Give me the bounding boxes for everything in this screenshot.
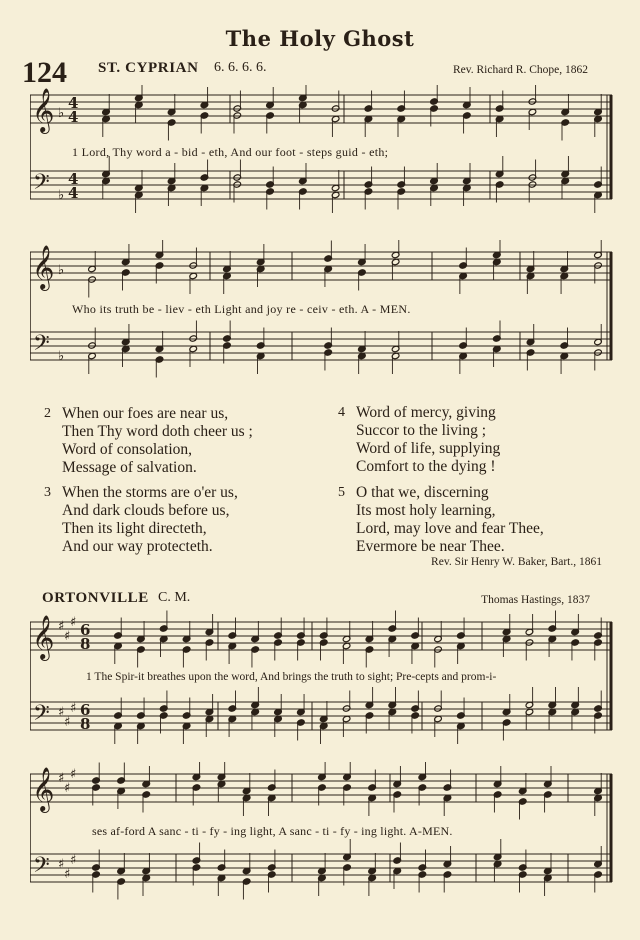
time-signature: 4 xyxy=(68,170,79,188)
bass-staff xyxy=(30,171,612,199)
bass-clef-icon: 𝄢 xyxy=(33,170,50,200)
bass-staff xyxy=(30,332,612,360)
sharp-icon: ♯ xyxy=(64,781,71,796)
treble-staff xyxy=(30,95,612,123)
sharp-icon: ♯ xyxy=(58,705,65,720)
sharp-icon: ♯ xyxy=(58,619,65,634)
meter: C. M. xyxy=(158,590,191,605)
flat-icon: ♭ xyxy=(58,349,65,364)
time-signature: 6 xyxy=(80,621,91,639)
flat-icon: ♭ xyxy=(58,106,65,121)
sharp-icon: ♯ xyxy=(70,767,77,782)
treble-clef-icon: 𝄞 xyxy=(32,767,55,811)
stanza-number: 3 xyxy=(44,485,51,500)
stanza-line: When our foes are near us, xyxy=(62,405,229,422)
treble-clef-icon: 𝄞 xyxy=(32,88,55,132)
hymn-number: 124 xyxy=(22,56,67,89)
stanza xyxy=(44,484,238,556)
stanza-line: Comfort to the dying ! xyxy=(356,458,496,475)
sharp-icon: ♯ xyxy=(70,853,77,868)
author-attribution: Rev. Richard R. Chope, 1862 xyxy=(452,64,588,76)
bass-clef-icon: 𝄢 xyxy=(33,701,50,731)
treble-staff xyxy=(30,252,612,280)
stanza-number: 4 xyxy=(338,405,345,420)
stanza-line: Then Thy word doth cheer us ; xyxy=(62,423,253,440)
time-signature: 8 xyxy=(80,715,91,733)
lyric-line: ses af-ford A sanc - ti - fy - ing light, A sanc - ti - fy - ing light. A-MEN. xyxy=(92,824,453,838)
lyric-line: Who its truth be - liev - eth Light and joy re - ceiv - eth. A - MEN. xyxy=(72,302,411,316)
stanza-line: When the storms are o'er us, xyxy=(62,484,238,501)
stanza-line: Then its light directeth, xyxy=(62,520,207,537)
stanza-line: Succor to the living ; xyxy=(356,422,487,439)
bass-clef-icon: 𝄢 xyxy=(33,331,50,361)
time-signature: 6 xyxy=(80,701,91,719)
sharp-icon: ♯ xyxy=(64,867,71,882)
sharp-icon: ♯ xyxy=(64,715,71,730)
lyric-line: 1 The Spir-it breathes upon the word, And brings the truth to sight; Pre-cepts and prom-i- xyxy=(86,671,497,683)
meter: 6. 6. 6. 6. xyxy=(214,60,267,75)
stanza-line: Word of consolation, xyxy=(62,441,193,458)
sharp-icon: ♯ xyxy=(70,701,77,716)
text-credit: Rev. Sir Henry W. Baker, Bart., 1861 xyxy=(431,556,602,568)
treble-clef-icon: 𝄞 xyxy=(32,615,55,659)
stanza-number: 5 xyxy=(338,485,345,500)
stanza-line: Word of mercy, giving xyxy=(356,404,496,421)
treble-clef-icon: 𝄞 xyxy=(32,245,55,289)
bass-clef-icon: 𝄢 xyxy=(33,853,50,883)
lyric-line: 1 Lord, Thy word a - bid - eth, And our foot - steps guid - eth; xyxy=(72,145,389,159)
stanza-line: And dark clouds before us, xyxy=(62,502,230,519)
time-signature: 4 xyxy=(68,94,79,112)
time-signature: 4 xyxy=(68,184,79,202)
stanza-line: Its most holy learning, xyxy=(356,502,496,519)
flat-icon: ♭ xyxy=(58,263,65,278)
page-heading: The Holy Ghost xyxy=(225,26,415,51)
composer-attribution: Thomas Hastings, 1837 xyxy=(481,594,590,606)
flat-icon: ♭ xyxy=(58,188,65,203)
stanza xyxy=(338,404,501,476)
stanza-line: O that we, discerning xyxy=(356,484,489,501)
tune-name: ST. CYPRIAN xyxy=(98,60,199,76)
stanza xyxy=(44,405,253,477)
stanza-line: Lord, may love and fear Thee, xyxy=(356,520,544,537)
stanza-line: Word of life, supplying xyxy=(356,440,501,457)
stanza-line: Evermore be near Thee. xyxy=(356,538,505,555)
stanza-number: 2 xyxy=(44,406,51,421)
stanza-line: And our way protecteth. xyxy=(62,538,213,555)
stanza xyxy=(338,484,544,556)
sharp-icon: ♯ xyxy=(64,629,71,644)
tune-name: ORTONVILLE xyxy=(42,590,149,606)
sharp-icon: ♯ xyxy=(70,615,77,630)
sharp-icon: ♯ xyxy=(58,857,65,872)
stanza-line: Message of salvation. xyxy=(62,459,197,476)
sharp-icon: ♯ xyxy=(58,771,65,786)
time-signature: 8 xyxy=(80,635,91,653)
time-signature: 4 xyxy=(68,108,79,126)
